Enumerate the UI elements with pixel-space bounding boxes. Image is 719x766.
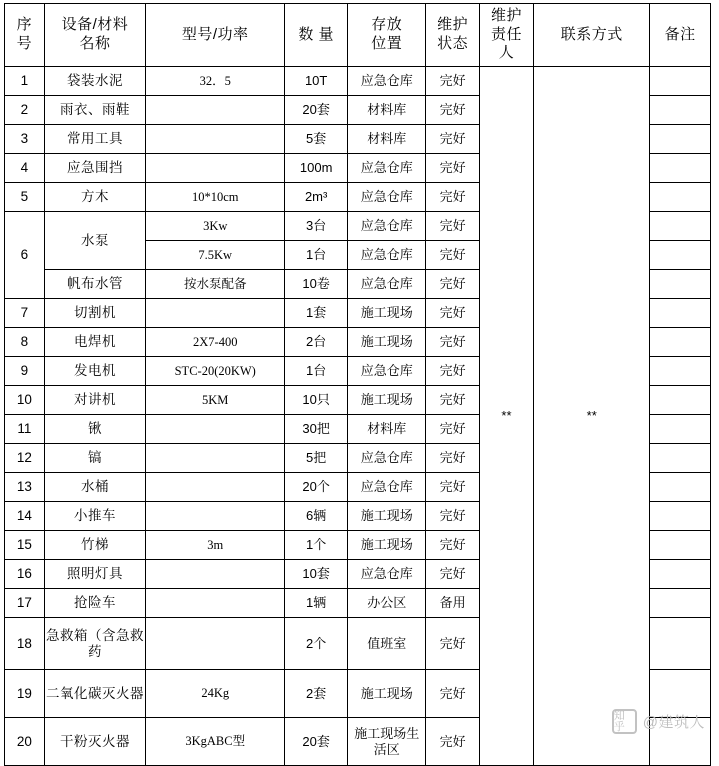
cell-model: 2X7-400 bbox=[146, 328, 285, 357]
cell-name: 常用工具 bbox=[44, 125, 145, 154]
cell-model bbox=[146, 589, 285, 618]
cell-quantity: 2套 bbox=[285, 670, 348, 718]
cell-index: 18 bbox=[5, 618, 45, 670]
cell-location: 施工现场 bbox=[348, 299, 426, 328]
cell-model: 10*10cm bbox=[146, 183, 285, 212]
cell-location: 应急仓库 bbox=[348, 154, 426, 183]
cell-model bbox=[146, 96, 285, 125]
cell-index: 8 bbox=[5, 328, 45, 357]
cell-note bbox=[650, 589, 711, 618]
cell-model: STC-20(20KW) bbox=[146, 357, 285, 386]
cell-status: 完好 bbox=[426, 444, 479, 473]
cell-note bbox=[650, 183, 711, 212]
column-header-responsible: 维护 责任 人 bbox=[479, 4, 533, 67]
cell-name: 水泵 bbox=[44, 212, 145, 270]
cell-note bbox=[650, 560, 711, 589]
cell-name: 竹梯 bbox=[44, 531, 145, 560]
cell-note bbox=[650, 328, 711, 357]
cell-model bbox=[146, 473, 285, 502]
cell-name: 水桶 bbox=[44, 473, 145, 502]
cell-location: 施工现场 bbox=[348, 670, 426, 718]
cell-index: 7 bbox=[5, 299, 45, 328]
cell-status: 完好 bbox=[426, 473, 479, 502]
cell-index: 20 bbox=[5, 718, 45, 766]
cell-location: 办公区 bbox=[348, 589, 426, 618]
column-header-index: 序 号 bbox=[5, 4, 45, 67]
cell-location: 应急仓库 bbox=[348, 357, 426, 386]
cell-status: 完好 bbox=[426, 241, 479, 270]
cell-index: 14 bbox=[5, 502, 45, 531]
cell-status: 完好 bbox=[426, 386, 479, 415]
cell-name: 对讲机 bbox=[44, 386, 145, 415]
cell-name: 电焊机 bbox=[44, 328, 145, 357]
cell-index: 1 bbox=[5, 67, 45, 96]
cell-quantity: 30把 bbox=[285, 415, 348, 444]
cell-index: 4 bbox=[5, 154, 45, 183]
cell-location: 应急仓库 bbox=[348, 241, 426, 270]
cell-responsible: ** bbox=[479, 67, 533, 766]
cell-name: 发电机 bbox=[44, 357, 145, 386]
cell-model: 5KM bbox=[146, 386, 285, 415]
cell-name: 二氧化碳灭火器 bbox=[44, 670, 145, 718]
cell-status: 完好 bbox=[426, 67, 479, 96]
cell-model: 按水泵配备 bbox=[146, 270, 285, 299]
cell-note bbox=[650, 415, 711, 444]
cell-index: 2 bbox=[5, 96, 45, 125]
cell-name: 抢险车 bbox=[44, 589, 145, 618]
cell-status: 完好 bbox=[426, 154, 479, 183]
column-header-contact: 联系方式 bbox=[534, 4, 650, 67]
cell-location: 施工现场 bbox=[348, 531, 426, 560]
cell-index: 15 bbox=[5, 531, 45, 560]
cell-status: 完好 bbox=[426, 357, 479, 386]
cell-model: 7.5Kw bbox=[146, 241, 285, 270]
cell-quantity: 20个 bbox=[285, 473, 348, 502]
cell-index: 3 bbox=[5, 125, 45, 154]
cell-quantity: 1辆 bbox=[285, 589, 348, 618]
cell-location: 施工现场生活区 bbox=[348, 718, 426, 766]
cell-quantity: 10卷 bbox=[285, 270, 348, 299]
cell-note bbox=[650, 357, 711, 386]
cell-quantity: 2台 bbox=[285, 328, 348, 357]
cell-model: 32．5 bbox=[146, 67, 285, 96]
cell-location: 应急仓库 bbox=[348, 183, 426, 212]
cell-status: 完好 bbox=[426, 670, 479, 718]
cell-location: 应急仓库 bbox=[348, 473, 426, 502]
cell-note bbox=[650, 531, 711, 560]
cell-quantity: 1套 bbox=[285, 299, 348, 328]
cell-name: 小推车 bbox=[44, 502, 145, 531]
cell-status: 完好 bbox=[426, 618, 479, 670]
cell-note bbox=[650, 212, 711, 241]
cell-name: 方木 bbox=[44, 183, 145, 212]
cell-model bbox=[146, 125, 285, 154]
table-row bbox=[5, 67, 711, 96]
cell-status: 完好 bbox=[426, 96, 479, 125]
cell-location: 材料库 bbox=[348, 415, 426, 444]
cell-location: 应急仓库 bbox=[348, 560, 426, 589]
cell-location: 材料库 bbox=[348, 96, 426, 125]
cell-status: 完好 bbox=[426, 502, 479, 531]
cell-index: 11 bbox=[5, 415, 45, 444]
cell-index: 17 bbox=[5, 589, 45, 618]
cell-model bbox=[146, 502, 285, 531]
cell-name: 袋装水泥 bbox=[44, 67, 145, 96]
cell-quantity: 5套 bbox=[285, 125, 348, 154]
cell-quantity: 20套 bbox=[285, 718, 348, 766]
cell-name: 干粉灭火器 bbox=[44, 718, 145, 766]
cell-quantity: 1台 bbox=[285, 357, 348, 386]
column-header-quantity: 数 量 bbox=[285, 4, 348, 67]
column-header-location: 存放 位置 bbox=[348, 4, 426, 67]
cell-location: 施工现场 bbox=[348, 386, 426, 415]
column-header-status: 维护 状态 bbox=[426, 4, 479, 67]
cell-status: 完好 bbox=[426, 299, 479, 328]
cell-name: 雨衣、雨鞋 bbox=[44, 96, 145, 125]
table-header-row bbox=[5, 4, 711, 67]
document-page bbox=[0, 3, 719, 760]
cell-name: 急救箱（含急救药 bbox=[44, 618, 145, 670]
watermark-label: @建筑人 bbox=[642, 714, 705, 731]
cell-status: 完好 bbox=[426, 718, 479, 766]
cell-location: 应急仓库 bbox=[348, 444, 426, 473]
equipment-table bbox=[4, 3, 711, 766]
cell-quantity: 10只 bbox=[285, 386, 348, 415]
cell-name: 切割机 bbox=[44, 299, 145, 328]
cell-quantity: 100m bbox=[285, 154, 348, 183]
cell-quantity: 20套 bbox=[285, 96, 348, 125]
cell-quantity: 1台 bbox=[285, 241, 348, 270]
cell-quantity: 10T bbox=[285, 67, 348, 96]
cell-name: 镐 bbox=[44, 444, 145, 473]
cell-model bbox=[146, 299, 285, 328]
cell-model bbox=[146, 560, 285, 589]
cell-index: 13 bbox=[5, 473, 45, 502]
cell-index: 6 bbox=[5, 212, 45, 299]
cell-status: 完好 bbox=[426, 183, 479, 212]
cell-model bbox=[146, 618, 285, 670]
cell-note bbox=[650, 502, 711, 531]
cell-note bbox=[650, 96, 711, 125]
cell-location: 应急仓库 bbox=[348, 212, 426, 241]
cell-status: 完好 bbox=[426, 531, 479, 560]
cell-note bbox=[650, 154, 711, 183]
cell-status: 完好 bbox=[426, 270, 479, 299]
cell-quantity: 6辆 bbox=[285, 502, 348, 531]
column-header-model: 型号/功率 bbox=[146, 4, 285, 67]
cell-quantity: 3台 bbox=[285, 212, 348, 241]
cell-name: 帆布水管 bbox=[44, 270, 145, 299]
cell-quantity: 5把 bbox=[285, 444, 348, 473]
cell-index: 9 bbox=[5, 357, 45, 386]
watermark bbox=[612, 709, 705, 734]
cell-note bbox=[650, 444, 711, 473]
cell-note bbox=[650, 473, 711, 502]
cell-note bbox=[650, 270, 711, 299]
cell-index: 10 bbox=[5, 386, 45, 415]
cell-name: 锹 bbox=[44, 415, 145, 444]
cell-status: 备用 bbox=[426, 589, 479, 618]
cell-location: 材料库 bbox=[348, 125, 426, 154]
cell-model: 24Kg bbox=[146, 670, 285, 718]
cell-status: 完好 bbox=[426, 125, 479, 154]
cell-quantity: 2个 bbox=[285, 618, 348, 670]
cell-status: 完好 bbox=[426, 560, 479, 589]
cell-note bbox=[650, 386, 711, 415]
cell-model: 3Kw bbox=[146, 212, 285, 241]
zhihu-logo-icon: 知乎 bbox=[612, 709, 637, 734]
cell-location: 应急仓库 bbox=[348, 270, 426, 299]
cell-model bbox=[146, 415, 285, 444]
cell-name: 应急围挡 bbox=[44, 154, 145, 183]
cell-location: 施工现场 bbox=[348, 328, 426, 357]
cell-status: 完好 bbox=[426, 415, 479, 444]
cell-index: 5 bbox=[5, 183, 45, 212]
column-header-note: 备注 bbox=[650, 4, 711, 67]
cell-quantity: 1个 bbox=[285, 531, 348, 560]
column-header-name: 设备/材料 名称 bbox=[44, 4, 145, 67]
cell-note bbox=[650, 241, 711, 270]
cell-contact: ** bbox=[534, 67, 650, 766]
cell-quantity: 2m³ bbox=[285, 183, 348, 212]
cell-index: 12 bbox=[5, 444, 45, 473]
cell-note bbox=[650, 299, 711, 328]
cell-index: 19 bbox=[5, 670, 45, 718]
cell-location: 值班室 bbox=[348, 618, 426, 670]
cell-status: 完好 bbox=[426, 212, 479, 241]
cell-location: 施工现场 bbox=[348, 502, 426, 531]
cell-location: 应急仓库 bbox=[348, 67, 426, 96]
table-header bbox=[5, 4, 711, 67]
cell-index: 16 bbox=[5, 560, 45, 589]
cell-note bbox=[650, 618, 711, 670]
cell-name: 照明灯具 bbox=[44, 560, 145, 589]
cell-model: 3KgABC型 bbox=[146, 718, 285, 766]
cell-model bbox=[146, 154, 285, 183]
cell-quantity: 10套 bbox=[285, 560, 348, 589]
cell-status: 完好 bbox=[426, 328, 479, 357]
cell-note bbox=[650, 125, 711, 154]
cell-model bbox=[146, 444, 285, 473]
table-body bbox=[5, 67, 711, 766]
cell-note bbox=[650, 67, 711, 96]
cell-model: 3m bbox=[146, 531, 285, 560]
